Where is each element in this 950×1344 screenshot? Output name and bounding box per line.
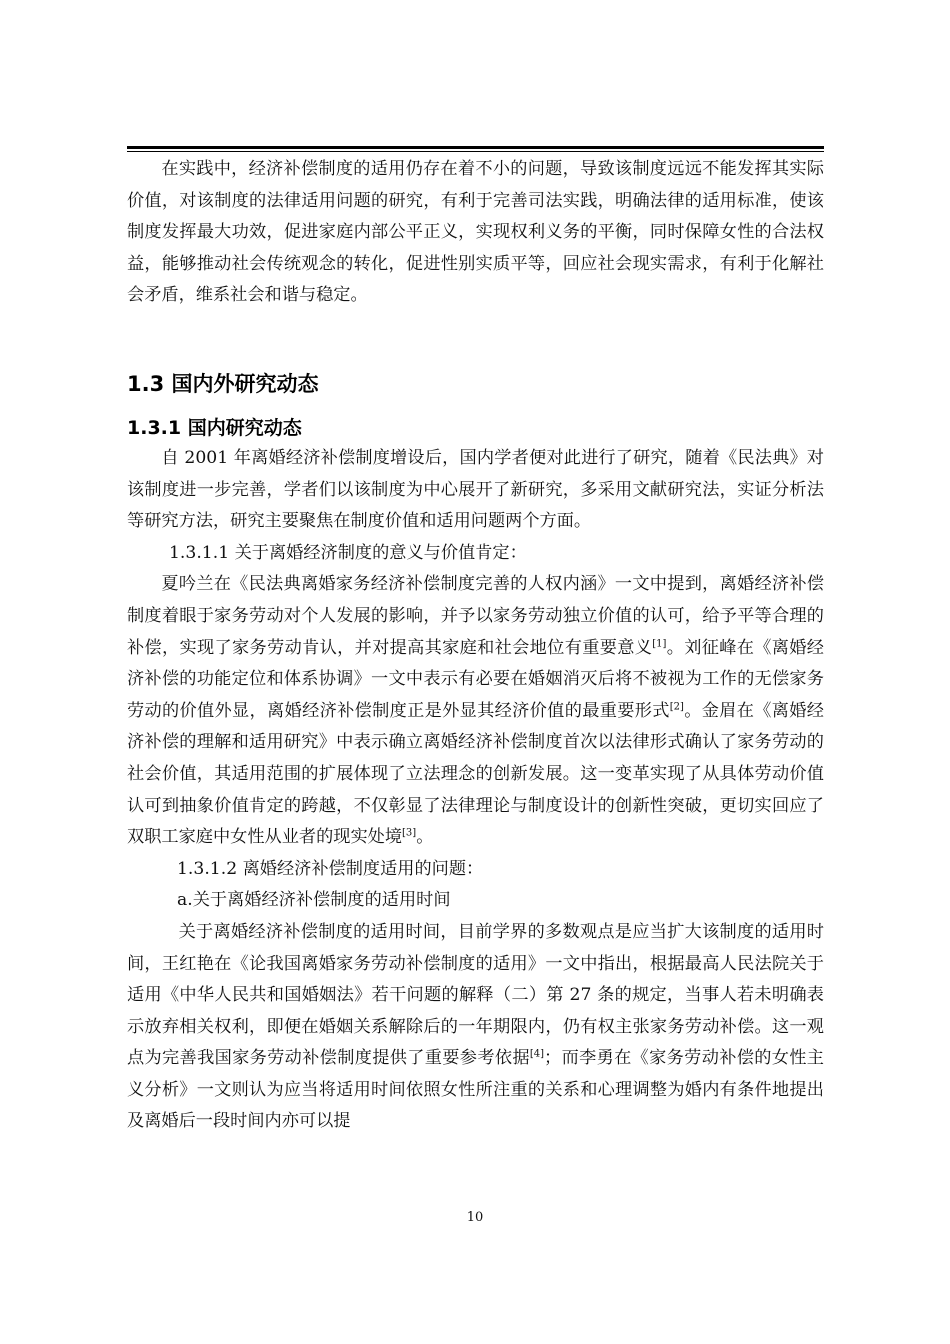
- sub-heading-problems: 1.3.1.2 离婚经济补偿制度适用的问题：: [177, 858, 484, 879]
- citation-4: [4]: [529, 1048, 545, 1060]
- citation-1: [1]: [652, 637, 667, 649]
- value-text-3: 。金眉在《离婚经济补偿的理解和适用研究》中表示确立离婚经济补偿制度首次以法律形式确认了家务劳动的社会价值，其适用范围的扩展体现了立法理念的创新发展。这一变革实现了从具体劳动价值认可到抽象价值肯定的跨越，不仅彰显了法律理论与制度设计的创新性突破，更切实回应了双职工家庭中女性从业者的现实处境: [127, 700, 824, 848]
- subsection-heading: 1.3.1 国内研究动态: [127, 417, 302, 439]
- time-text-2: ；而李勇在《家务劳动补偿的女性主义分析》一文则认为应当将适用时间依照女性所注重的关系和心理调整为婚内有条件地提出及离婚后一段时间内亦可以提: [127, 1048, 824, 1132]
- intro-block: [127, 154, 824, 312]
- sub-heading-time: a.关于离婚经济补偿制度的适用时间: [177, 890, 451, 911]
- time-text-1: 关于离婚经济补偿制度的适用时间，目前学界的多数观点是应当扩大该制度的适用时间，王红艳在《论我国离婚家务劳动补偿制度的适用》一文中指出，根据最高人民法院关于适用《中华人民共和国婚姻法》若干问题的解释（二）第 27 条的规定，当事人若未明确表示放弃相关权利，即便在婚姻关系解除后的一年期限内，仍有权主张家务劳动补偿。这一观点为完善我国家务劳动补偿制度提供了重要参考依据: [127, 921, 824, 1069]
- citation-3: [3]: [402, 827, 417, 839]
- sub-heading-value: 1.3.1.1 关于离婚经济制度的意义与价值肯定：: [169, 542, 527, 563]
- page-number: 10: [466, 1210, 484, 1225]
- value-text-1: 夏吟兰在《民法典离婚家务经济补偿制度完善的人权内涵》一文中提到，离婚经济补偿制度着眼于家务劳动对个人发展的影响，并予以家务劳动独立价值的认可，给予平等合理的补偿，实现了家务劳动肯认，并对提高其家庭和社会地位有重要意义: [127, 574, 824, 658]
- section-heading: 1.3 国内外研究动态: [127, 372, 319, 396]
- intro-paragraph: 在实践中，经济补偿制度的适用仍存在着不小的问题，导致该制度远远不能发挥其实际价值，对该制度的法律适用问题的研究，有利于完善司法实践，明确法律的适用标准，使该制度发挥最大功效，促进家庭内部公平正义，实现权利义务的平衡，同时保障女性的合法权益，能够推动社会传统观念的转化，促进性别实质平等，回应社会现实需求，有利于化解社会矛盾，维系社会和谐与稳定。: [127, 159, 824, 306]
- value-text-2: 。刘征峰在《离婚经济补偿的功能定位和体系协调》一文中表示有必要在婚姻消灭后将不被视为工作的无偿家务劳动的价值外显，离婚经济补偿制度正是外显其经济价值的最重要形式: [127, 637, 824, 721]
- time-paragraph: [127, 917, 824, 1138]
- header-rule-thin: [127, 151, 824, 152]
- citation-2: [2]: [669, 701, 684, 713]
- main-block: [127, 443, 824, 1138]
- value-paragraph: [127, 569, 824, 853]
- header-rule-thick: [127, 146, 824, 149]
- subsection-intro-paragraph: 自 2001 年离婚经济补偿制度增设后，国内学者便对此进行了研究，随着《民法典》对该制度进一步完善，学者们以该制度为中心展开了新研究，多采用文献研究法，实证分析法等研究方法，研究主要聚焦在制度价值和适用问题两个方面。: [127, 448, 824, 532]
- value-text-4: 。: [416, 827, 434, 848]
